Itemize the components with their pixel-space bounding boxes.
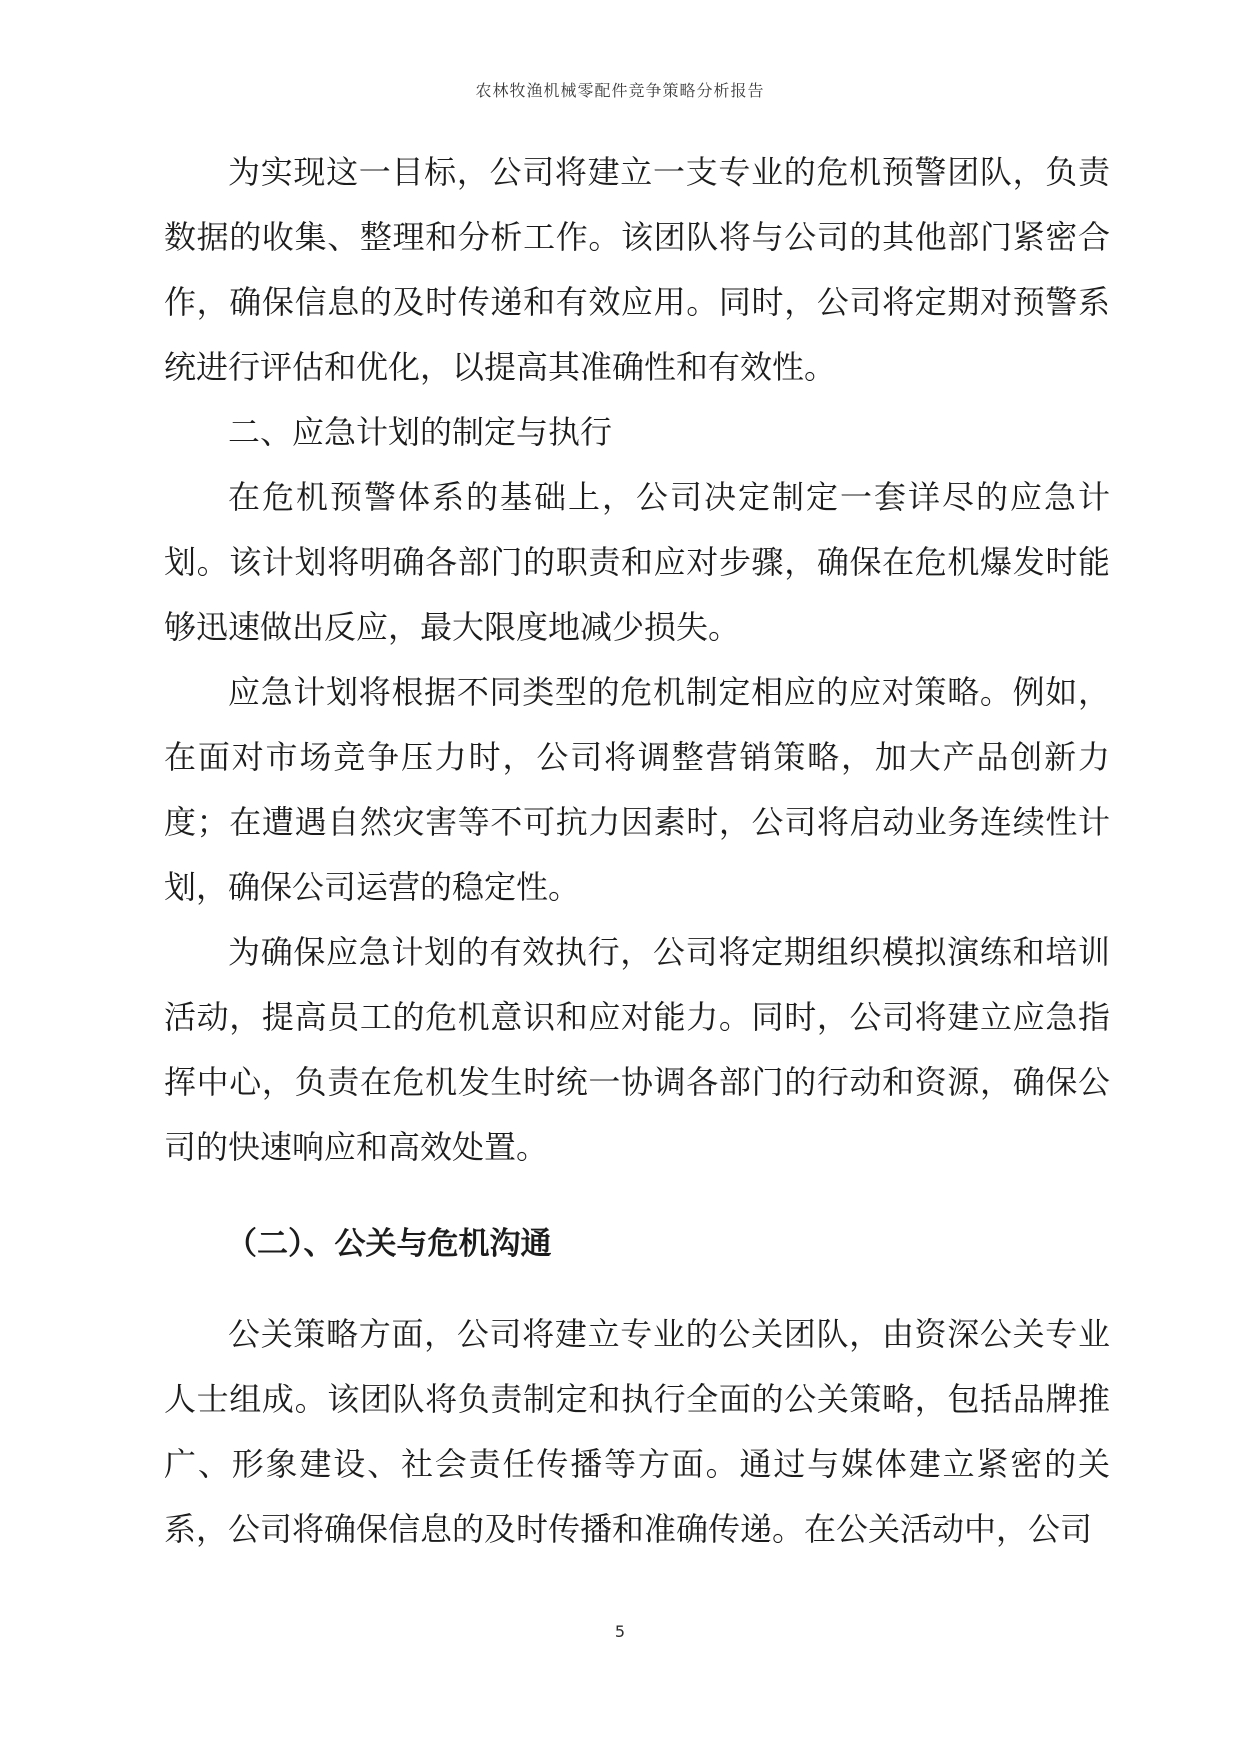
paragraph: 为实现这一目标，公司将建立一支专业的危机预警团队，负责数据的收集、整理和分析工作。该团队将与公司的其他部门紧密合作，确保信息的及时传递和有效应用。同时，公司将定期对预警系统进行评估和优化，以提高其准确性和有效性。 [164, 153, 1110, 386]
paragraph: 公关策略方面，公司将建立专业的公关团队，由资深公关专业人士组成。该团队将负责制定和执行全面的公关策略，包括品牌推广、形象建设、社会责任传播等方面。通过与媒体建立紧密的关系，公司将确保信息的及时传播和准确传递。在公关活动中，公司 [164, 1315, 1110, 1548]
paragraph: 在危机预警体系的基础上，公司决定制定一套详尽的应急计划。该计划将明确各部门的职责和应对步骤，确保在危机爆发时能够迅速做出反应，最大限度地减少损失。 [164, 478, 1110, 646]
document-header-title: 农林牧渔机械零配件竞争策略分析报告 [475, 81, 765, 100]
paragraph: 为确保应急计划的有效执行，公司将定期组织模拟演练和培训活动，提高员工的危机意识和应对能力。同时，公司将建立应急指挥中心，负责在危机发生时统一协调各部门的行动和资源，确保公司的快速响应和高效处置。 [164, 933, 1110, 1166]
page-number: 5 [614, 1622, 626, 1641]
paragraph: 二、应急计划的制定与执行 [228, 413, 613, 451]
paragraph: 应急计划将根据不同类型的危机制定相应的应对策略。例如，在面对市场竞争压力时，公司将调整营销策略，加大产品创新力度；在遭遇自然灾害等不可抗力因素时，公司将启动业务连续性计划，确保公司运营的稳定性。 [164, 673, 1110, 906]
document-body [164, 140, 1110, 1562]
section-heading: （二）、公关与危机沟通 [226, 1226, 552, 1262]
